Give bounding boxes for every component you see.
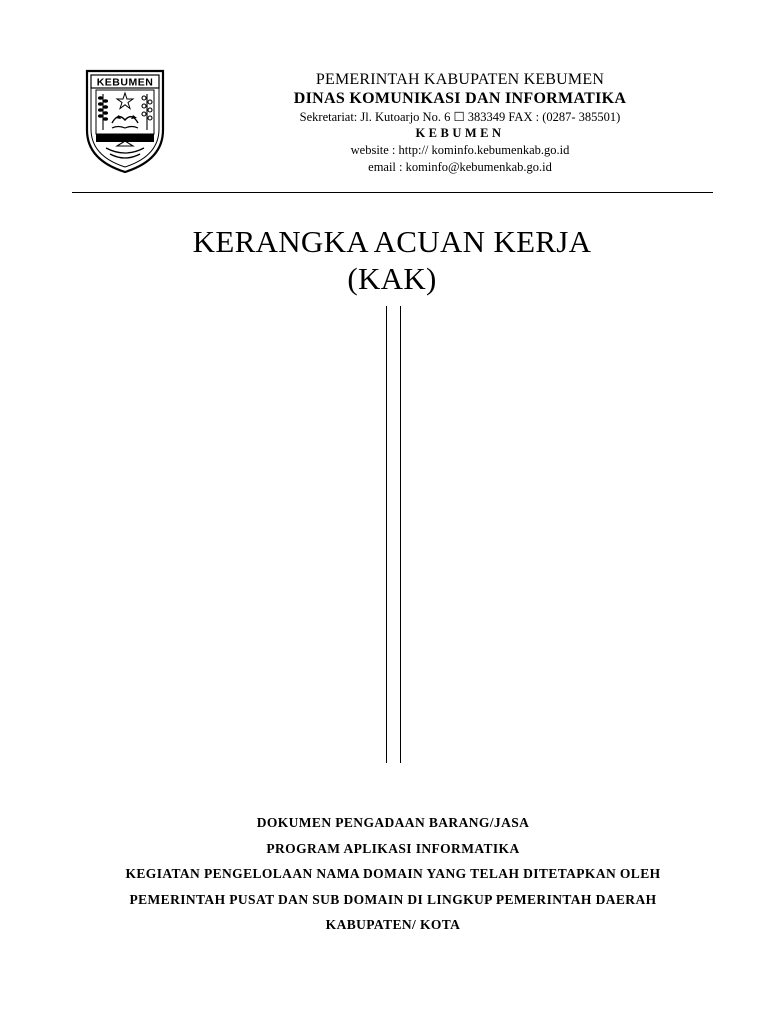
footer-line-2: PROGRAM APLIKASI INFORMATIKA: [266, 840, 520, 856]
footer-line-1: DOKUMEN PENGADAAN BARANG/JASA: [256, 815, 530, 830]
city-name: KEBUMEN: [415, 126, 505, 140]
kebumen-emblem-logo: [84, 68, 166, 174]
footer-line-4: PEMERINTAH PUSAT DAN SUB DOMAIN DI LINGKUP PEMERINTAH DAERAH: [129, 891, 657, 907]
document-footer: [60, 810, 726, 938]
address-line: Sekretariat: Jl. Kutoarjo No. 6 ☐ 383349 FAX : (0287- 385501): [299, 110, 621, 124]
vertical-line-right: [400, 306, 401, 763]
footer-line-3: KEGIATAN PENGELOLAAN NAMA DOMAIN YANG TELAH DITETAPKAN OLEH: [125, 866, 661, 881]
vertical-line-left: [386, 306, 387, 763]
title-line-2: (KAK): [347, 261, 437, 296]
title-line-1: KERANGKA ACUAN KERJA: [192, 224, 592, 259]
email-line: email : kominfo@kebumenkab.go.id: [368, 160, 552, 174]
emblem-banner-text: KEBUMEN: [96, 76, 154, 89]
letterhead: [210, 70, 710, 176]
government-name: PEMERINTAH KABUPATEN KEBUMEN: [315, 71, 605, 88]
footer-line-5: KABUPATEN/ KOTA: [325, 917, 461, 932]
agency-name: DINAS KOMUNIKASI DAN INFORMATIKA: [293, 90, 627, 107]
website-line: website : http:// kominfo.kebumenkab.go.id: [350, 143, 570, 157]
letterhead-divider: [72, 192, 713, 193]
document-title: [0, 223, 768, 297]
